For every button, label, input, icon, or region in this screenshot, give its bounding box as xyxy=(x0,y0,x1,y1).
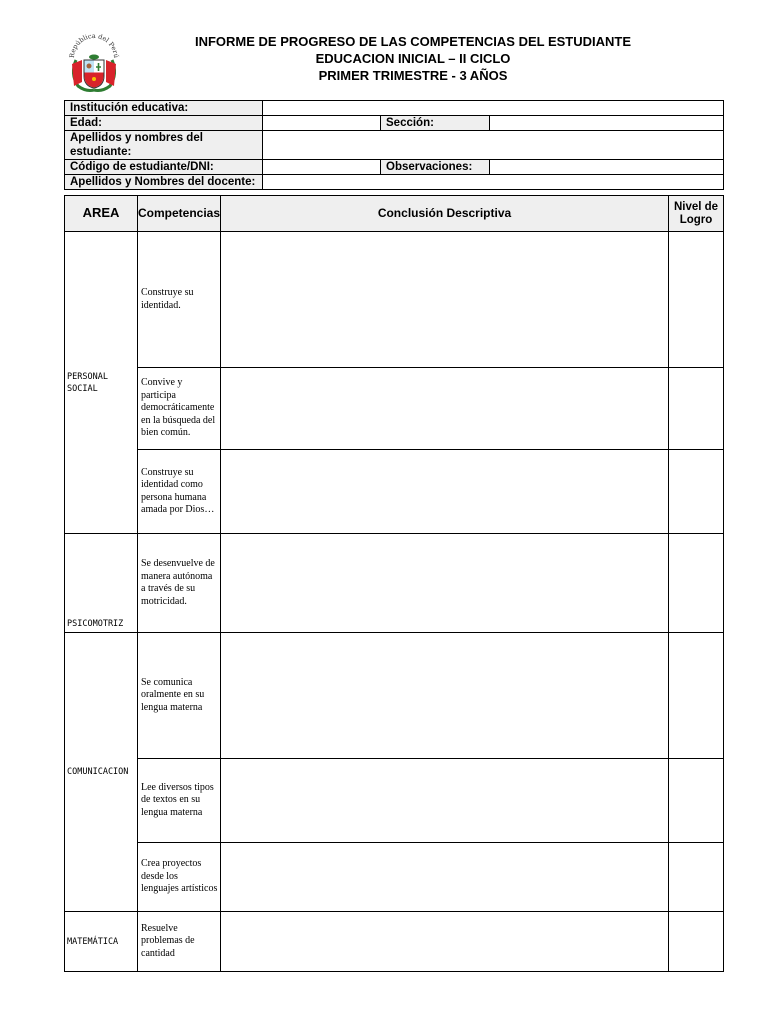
competencia-cell: Crea proyectos desde los lenguajes artísticos xyxy=(138,843,221,912)
nivel-field[interactable] xyxy=(669,633,724,759)
docente-field[interactable] xyxy=(263,175,724,190)
competencia-cell: Construye su identidad como persona humana amada por Dios… xyxy=(138,450,221,534)
svg-text:República del Perú xyxy=(68,32,120,58)
codigo-field[interactable] xyxy=(263,160,381,175)
area-psicomotriz: PSICOMOTRIZ xyxy=(65,534,138,633)
area-header: AREA xyxy=(65,196,138,232)
area-personal-social: PERSONAL SOCIAL xyxy=(65,232,138,534)
competencia-cell: Lee diversos tipos de textos en su lengua materna xyxy=(138,759,221,843)
conclusion-field[interactable] xyxy=(221,759,669,843)
institucion-field[interactable] xyxy=(263,101,724,116)
competencia-cell: Se comunica oralmente en su lengua materna xyxy=(138,633,221,759)
report-header xyxy=(130,33,696,84)
competencia-cell: Convive y participa democráticamente en la búsqueda del bien común. xyxy=(138,368,221,450)
nivel-field[interactable] xyxy=(669,534,724,633)
area-comunicacion: COMUNICACION xyxy=(65,633,138,912)
conclusion-header: Conclusión Descriptiva xyxy=(221,196,669,232)
nivel-header: Nivel de Logro xyxy=(669,196,724,232)
nivel-field[interactable] xyxy=(669,232,724,368)
edad-label: Edad: xyxy=(65,116,263,131)
nivel-field[interactable] xyxy=(669,912,724,972)
competencias-header: Competencias xyxy=(138,196,221,232)
conclusion-field[interactable] xyxy=(221,450,669,534)
conclusion-field[interactable] xyxy=(221,843,669,912)
report-subtitle-period: PRIMER TRIMESTRE - 3 AÑOS xyxy=(318,68,508,83)
docente-label: Apellidos y Nombres del docente: xyxy=(65,175,263,190)
conclusion-field[interactable] xyxy=(221,368,669,450)
nivel-field[interactable] xyxy=(669,759,724,843)
conclusion-field[interactable] xyxy=(221,232,669,368)
peru-coat-of-arms-icon xyxy=(64,30,124,94)
seccion-label: Sección: xyxy=(381,116,490,131)
report-title: INFORME DE PROGRESO DE LAS COMPETENCIAS DEL ESTUDIANTE xyxy=(194,34,632,49)
edad-field[interactable] xyxy=(263,116,381,131)
nivel-field[interactable] xyxy=(669,843,724,912)
competencia-cell: Resuelve problemas de cantidad xyxy=(138,912,221,972)
nivel-field[interactable] xyxy=(669,368,724,450)
crest-text: República del Perú xyxy=(67,31,121,59)
institucion-label: Institución educativa: xyxy=(65,101,263,116)
observaciones-field[interactable] xyxy=(490,160,724,175)
student-info-table xyxy=(64,100,724,190)
area-matematica: MATEMÁTICA xyxy=(65,912,138,972)
conclusion-field[interactable] xyxy=(221,534,669,633)
observaciones-label: Observaciones: xyxy=(381,160,490,175)
seccion-field[interactable] xyxy=(490,116,724,131)
conclusion-field[interactable] xyxy=(221,633,669,759)
estudiante-field[interactable] xyxy=(263,131,724,160)
conclusion-field[interactable] xyxy=(221,912,669,972)
nivel-field[interactable] xyxy=(669,450,724,534)
report-subtitle-cycle: EDUCACION INICIAL – II CICLO xyxy=(315,51,511,66)
competencia-cell: Construye su identidad. xyxy=(138,232,221,368)
competencia-cell: Se desenvuelve de manera autónoma a través de su motricidad. xyxy=(138,534,221,633)
estudiante-label: Apellidos y nombres del estudiante: xyxy=(65,131,263,160)
codigo-label: Código de estudiante/DNI: xyxy=(65,160,263,175)
competencias-table xyxy=(64,195,724,972)
